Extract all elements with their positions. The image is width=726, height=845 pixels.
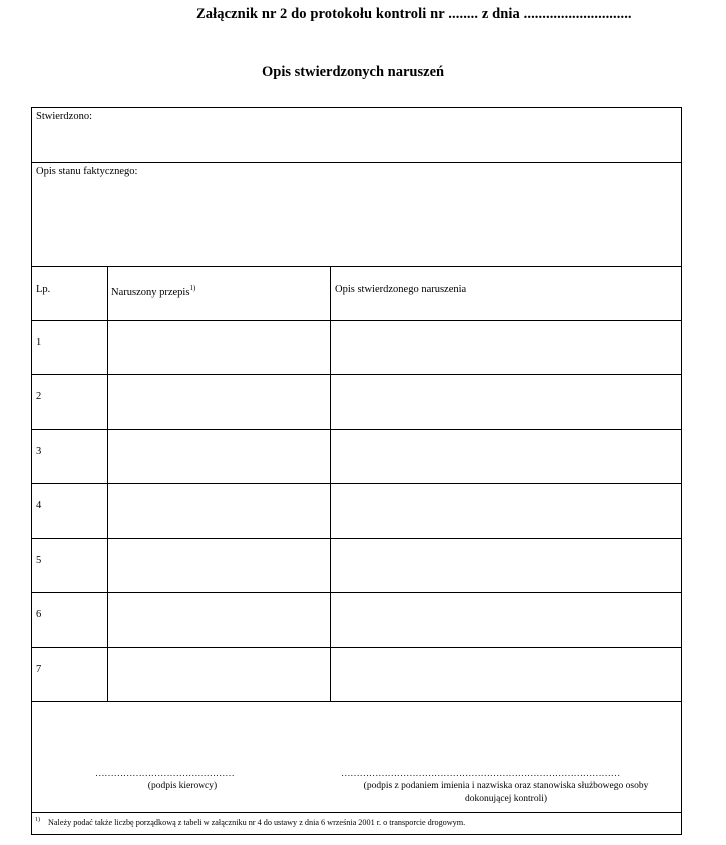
- row-divider: [32, 647, 681, 648]
- inspector-signature-line: ………………………………………………………………………………: [341, 769, 621, 779]
- found-label: Stwierdzono:: [36, 111, 92, 122]
- table-row-number: 4: [36, 500, 42, 511]
- facts-label: Opis stanu faktycznego:: [36, 166, 138, 177]
- violations-form: [31, 107, 682, 835]
- row-divider: [32, 592, 681, 593]
- footnote-ref: 1): [189, 284, 196, 292]
- driver-signature-line: ………………………………………: [95, 769, 235, 779]
- table-row-number: 2: [36, 391, 42, 402]
- col-provision-header: Naruszony przepis$^{1)}$: [111, 284, 196, 298]
- col-description-header: Opis stwierdzonego naruszenia: [335, 284, 467, 295]
- row-divider: [32, 320, 681, 321]
- attachment-title: Załącznik nr 2 do protokołu kontroli nr ........ z dnia .............................: [196, 6, 632, 22]
- row-divider: [32, 701, 681, 702]
- table-row-number: 6: [36, 609, 42, 620]
- table-row-number: 5: [36, 555, 42, 566]
- driver-signature-label: (podpis kierowcy): [147, 781, 218, 791]
- table-row-number: 3: [36, 446, 42, 457]
- table-row-number: 1: [36, 337, 42, 348]
- col-lp-header: Lp.: [36, 284, 51, 295]
- divider-facts: [32, 266, 681, 267]
- row-divider: [32, 538, 681, 539]
- divider-footnote: [32, 812, 681, 813]
- row-divider: [32, 429, 681, 430]
- table-row-number: 7: [36, 664, 42, 675]
- inspector-signature-label: (podpis z podaniem imienia i nazwiska oraz stanowiska służbowego osoby dokonującej kontroli): [363, 781, 649, 804]
- divider-found: [32, 162, 681, 163]
- footnote: $^{1)}$ Należy podać także liczbę porządkową z tabeli w załączniku nr 4 do ustawy z dnia 6 września 2001 r. o transporcie drogowym.: [35, 817, 466, 827]
- document-title: Opis stwierdzonych naruszeń: [262, 64, 445, 80]
- row-divider: [32, 374, 681, 375]
- row-divider: [32, 483, 681, 484]
